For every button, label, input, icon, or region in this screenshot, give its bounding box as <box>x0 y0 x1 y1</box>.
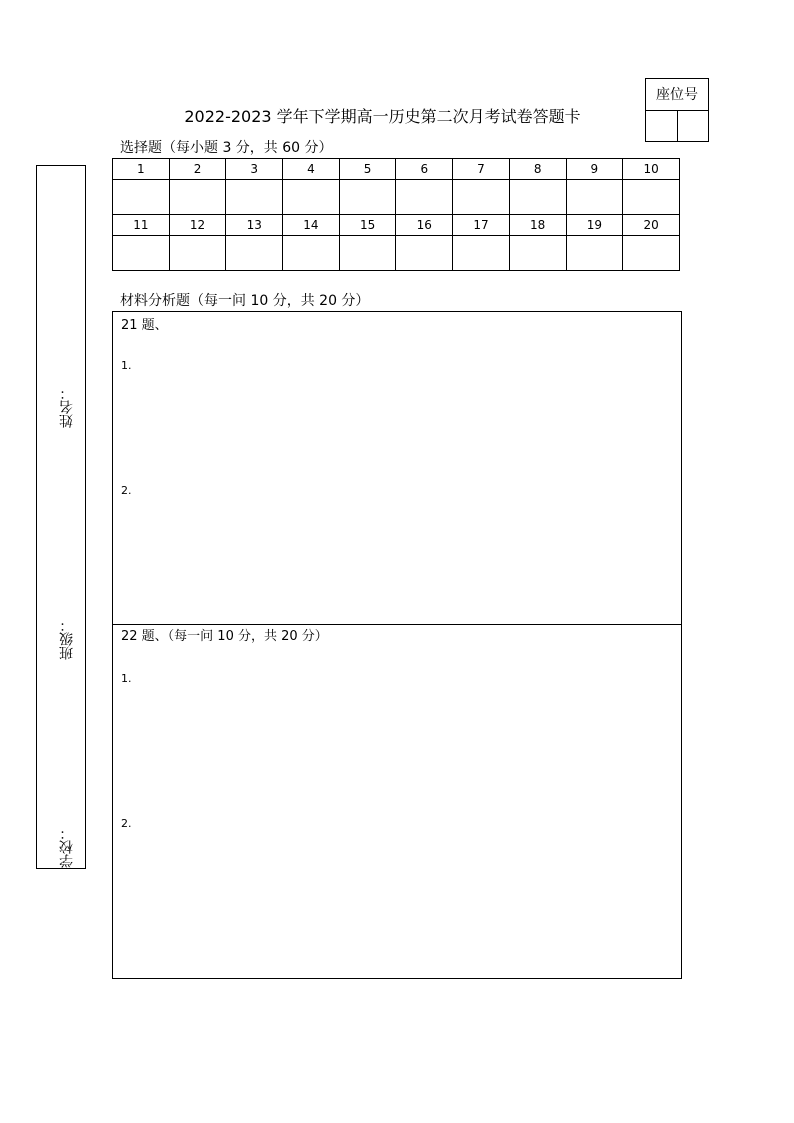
answer-cell[interactable] <box>113 236 170 271</box>
answer-cell[interactable] <box>453 180 510 215</box>
choice-answer-grid <box>112 158 680 271</box>
answer-cell[interactable] <box>509 236 566 271</box>
answer-cell[interactable] <box>566 180 623 215</box>
answer-cell[interactable] <box>283 236 340 271</box>
question-22-part-2: 2. <box>121 817 132 830</box>
analysis-section-header: 材料分析题（每一问 10 分，共 20 分） <box>120 293 370 309</box>
question-21-part-1: 1. <box>121 359 132 372</box>
question-number: 3 <box>226 159 283 180</box>
answer-cell[interactable] <box>339 180 396 215</box>
school-label: 学校： <box>59 826 75 868</box>
question-number: 19 <box>566 215 623 236</box>
choice-section-header: 选择题（每小题 3 分，共 60 分） <box>120 140 333 156</box>
answer-cell[interactable] <box>169 236 226 271</box>
answer-cell[interactable] <box>509 180 566 215</box>
answer-cell[interactable] <box>283 180 340 215</box>
question-number: 10 <box>623 159 680 180</box>
choice-answer-row-2 <box>113 236 680 271</box>
answer-cell[interactable] <box>453 236 510 271</box>
answer-cell[interactable] <box>566 236 623 271</box>
question-number: 6 <box>396 159 453 180</box>
answer-cell[interactable] <box>226 180 283 215</box>
question-number: 17 <box>453 215 510 236</box>
question-divider <box>113 624 681 625</box>
page-title: 2022-2023 学年下学期高一历史第二次月考试卷答题卡 <box>184 107 581 126</box>
class-label: 班级： <box>59 618 75 660</box>
question-number: 18 <box>509 215 566 236</box>
answer-cell[interactable] <box>169 180 226 215</box>
answer-cell[interactable] <box>226 236 283 271</box>
question-number: 15 <box>339 215 396 236</box>
question-number: 5 <box>339 159 396 180</box>
seat-number-label: 座位号 <box>646 79 708 111</box>
analysis-answer-box[interactable] <box>112 311 682 979</box>
question-22-part-1: 1. <box>121 672 132 685</box>
question-number: 16 <box>396 215 453 236</box>
choice-number-row-1 <box>113 159 680 180</box>
question-number: 12 <box>169 215 226 236</box>
question-21-title: 21 题、 <box>121 318 168 333</box>
question-number: 13 <box>226 215 283 236</box>
student-info-box <box>36 165 86 869</box>
question-number: 11 <box>113 215 170 236</box>
name-label: 姓名： <box>59 386 75 428</box>
question-number: 9 <box>566 159 623 180</box>
answer-cell[interactable] <box>623 236 680 271</box>
question-21-part-2: 2. <box>121 484 132 497</box>
answer-cell[interactable] <box>396 180 453 215</box>
question-number: 1 <box>113 159 170 180</box>
answer-cell[interactable] <box>339 236 396 271</box>
question-number: 20 <box>623 215 680 236</box>
answer-cell[interactable] <box>623 180 680 215</box>
question-number: 14 <box>283 215 340 236</box>
choice-number-row-2 <box>113 215 680 236</box>
question-number: 8 <box>509 159 566 180</box>
question-22-title: 22 题、（每一问 10 分，共 20 分） <box>121 629 328 644</box>
question-number: 7 <box>453 159 510 180</box>
answer-cell[interactable] <box>396 236 453 271</box>
question-number: 4 <box>283 159 340 180</box>
choice-answer-row-1 <box>113 180 680 215</box>
answer-cell[interactable] <box>113 180 170 215</box>
question-number: 2 <box>169 159 226 180</box>
